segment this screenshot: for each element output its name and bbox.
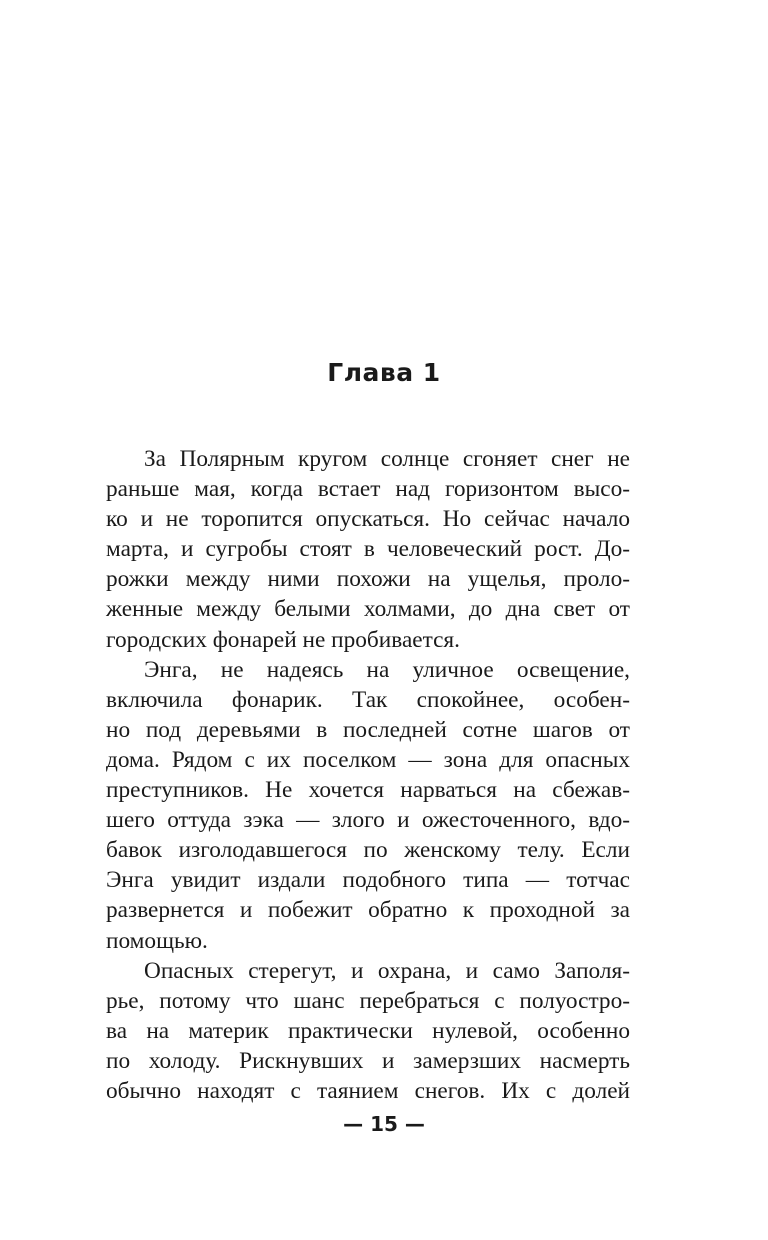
paragraph <box>106 956 630 1106</box>
text-line: преступников. Не хочется нарваться на сбежав- <box>106 777 630 804</box>
text-line: раньше мая, когда встает над горизонтом высо- <box>106 476 630 503</box>
text-line: помощью. <box>106 927 208 954</box>
text-line: развернется и побежит обратно к проходной за <box>106 897 630 924</box>
text-line: Опасных стерегут, и охрана, и само Заполя- <box>144 957 630 984</box>
text-line: Энга увидит издали подобного типа — тотчас <box>106 867 630 894</box>
text-line: бавок изголодавшегося по женскому телу. Если <box>106 837 630 864</box>
text-line: дома. Рядом с их поселком — зона для опасных <box>106 746 630 773</box>
text-line: городских фонарей не пробивается. <box>106 626 460 653</box>
text-line: ко и не торопится опускаться. Но сейчас начало <box>106 506 630 533</box>
text-line: ва на материк практически нулевой, особенно <box>106 1017 630 1044</box>
text-line: За Полярным кругом солнце сгоняет снег не <box>144 446 630 472</box>
text-line: включила фонарик. Так спокойнее, особен- <box>106 686 630 713</box>
page-number: — 15 — <box>343 1112 425 1136</box>
text-line: Энга, не надеясь на уличное освещение, <box>144 656 630 683</box>
paragraph <box>106 444 630 655</box>
text-line: рожки между ними похожи на ущелья, проло- <box>106 566 630 593</box>
chapter-title: Глава 1 <box>327 358 441 387</box>
text-line: но под деревьями в последней сотне шагов от <box>106 716 630 743</box>
paragraph <box>106 655 630 956</box>
text-line: марта, и сугробы стоят в человеческий рост. До- <box>106 536 630 563</box>
body-text <box>106 444 630 1106</box>
text-line: по холоду. Рискнувших и замерзших насмерть <box>106 1047 630 1074</box>
text-line: обычно находят с таянием снегов. Их с долей <box>106 1077 630 1104</box>
text-line: рье, потому что шанс перебраться с полуостро- <box>106 987 630 1014</box>
text-line: шего оттуда зэка — злого и ожесточенного, вдо- <box>106 807 630 834</box>
text-line: женные между белыми холмами, до дна свет от <box>106 596 630 623</box>
